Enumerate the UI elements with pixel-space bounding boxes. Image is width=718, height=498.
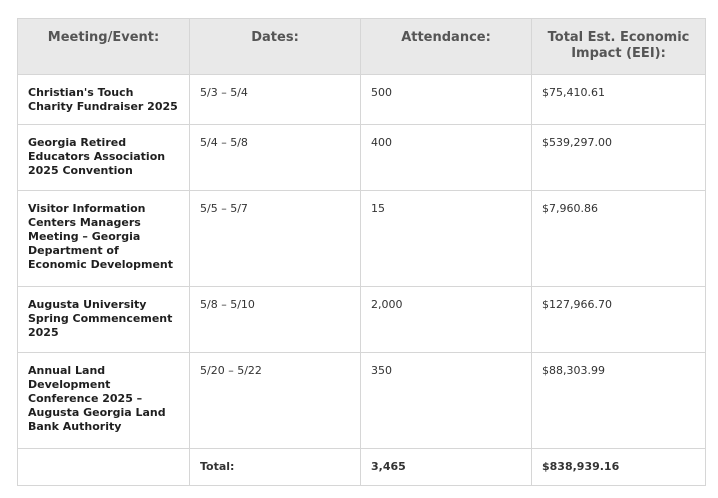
table-body (18, 75, 706, 486)
table-row (18, 353, 706, 449)
events-table (17, 18, 706, 486)
event-eei: $539,297.00 (532, 125, 706, 191)
event-eei: $127,966.70 (532, 287, 706, 353)
event-attendance: 500 (361, 75, 532, 125)
event-dates: 5/3 – 5/4 (190, 75, 361, 125)
event-name: Christian's Touch Charity Fundraiser 2025 (18, 75, 190, 125)
total-label: Total: (190, 449, 361, 486)
table-row (18, 287, 706, 353)
event-name: Augusta University Spring Commencement 2025 (18, 287, 190, 353)
event-dates: 5/20 – 5/22 (190, 353, 361, 449)
event-name: Visitor Information Centers Managers Meeting – Georgia Department of Economic Development (18, 191, 190, 287)
event-eei: $7,960.86 (532, 191, 706, 287)
event-attendance: 350 (361, 353, 532, 449)
total-row (18, 449, 706, 486)
event-eei: $88,303.99 (532, 353, 706, 449)
event-dates: 5/8 – 5/10 (190, 287, 361, 353)
event-eei: $75,410.61 (532, 75, 706, 125)
header-row (18, 19, 706, 75)
event-name: Georgia Retired Educators Association 2025 Convention (18, 125, 190, 191)
header-meeting-event: Meeting/Event: (18, 19, 190, 75)
total-attendance: 3,465 (361, 449, 532, 486)
table-row (18, 191, 706, 287)
table-row (18, 125, 706, 191)
header-dates: Dates: (190, 19, 361, 75)
header-attendance: Attendance: (361, 19, 532, 75)
events-table-container (17, 18, 705, 486)
header-total-eei: Total Est. Economic Impact (EEI): (532, 19, 706, 75)
table-row (18, 75, 706, 125)
event-attendance: 15 (361, 191, 532, 287)
event-attendance: 2,000 (361, 287, 532, 353)
table-header (18, 19, 706, 75)
total-eei: $838,939.16 (532, 449, 706, 486)
total-empty-cell (18, 449, 190, 486)
event-attendance: 400 (361, 125, 532, 191)
event-dates: 5/5 – 5/7 (190, 191, 361, 287)
event-name: Annual Land Development Conference 2025 – Augusta Georgia Land Bank Authority (18, 353, 190, 449)
event-dates: 5/4 – 5/8 (190, 125, 361, 191)
